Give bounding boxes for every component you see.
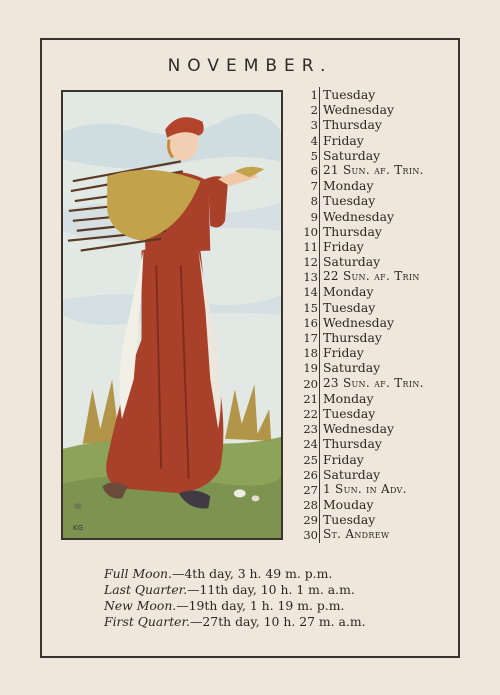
weekday-label: Thursday <box>323 436 382 452</box>
column-rule <box>319 527 320 542</box>
day-row <box>298 117 458 132</box>
day-number: 10 <box>303 224 318 239</box>
woman-with-firewood-illustration <box>63 92 281 538</box>
moon-phase-row <box>104 582 444 598</box>
day-row <box>298 452 458 467</box>
weekday-label: Saturday <box>323 360 381 376</box>
day-number: 24 <box>303 437 318 452</box>
moon-phase-row <box>104 614 444 630</box>
day-row <box>298 376 458 391</box>
weekday-label: Saturday <box>323 147 381 163</box>
column-rule <box>319 315 320 330</box>
column-rule <box>319 452 320 467</box>
day-number: 4 <box>310 133 318 148</box>
weekday-label: Friday <box>323 345 364 361</box>
weekday-label: Friday <box>323 132 364 148</box>
day-number: 14 <box>303 285 318 300</box>
weekday-label: Friday <box>323 451 364 467</box>
day-number: 15 <box>303 300 318 315</box>
day-row <box>298 209 458 224</box>
weekday-label: Thursday <box>323 330 382 345</box>
day-number: 28 <box>303 498 318 513</box>
day-row <box>298 467 458 482</box>
day-row <box>298 254 458 269</box>
column-rule <box>319 269 320 284</box>
day-row <box>298 239 458 254</box>
column-rule <box>319 224 320 239</box>
day-row <box>298 482 458 497</box>
day-row <box>298 391 458 406</box>
column-rule <box>319 436 320 451</box>
column-rule <box>319 209 320 224</box>
column-rule <box>319 406 320 421</box>
column-rule <box>319 87 320 102</box>
day-number: 7 <box>310 179 318 194</box>
column-rule <box>319 102 320 117</box>
weekday-label: Monday <box>323 390 374 406</box>
day-number: 17 <box>303 331 318 345</box>
day-number: 22 <box>303 406 318 421</box>
column-rule <box>319 376 320 391</box>
column-rule <box>319 239 320 254</box>
moon-phase-time: —19th day, 1 h. 19 m. p.m. <box>176 598 345 613</box>
day-number: 25 <box>303 452 318 467</box>
weekday-label: Tuesday <box>323 193 376 209</box>
day-number: 16 <box>303 315 318 330</box>
feast-day-label: 1 Sun. in Adv. <box>323 481 407 496</box>
day-number: 18 <box>303 346 318 361</box>
day-row <box>298 406 458 421</box>
day-number: 27 <box>303 482 318 497</box>
moon-phase-label: New Moon. <box>104 598 177 613</box>
day-number: 26 <box>303 467 318 482</box>
column-rule <box>319 391 320 406</box>
column-rule <box>319 284 320 299</box>
column-rule <box>319 467 320 482</box>
day-row <box>298 224 458 239</box>
column-rule <box>319 178 320 193</box>
moon-phase-label: First Quarter. <box>104 614 191 629</box>
weekday-label: Saturday <box>323 466 381 482</box>
moon-phase-label: Last Quarter. <box>104 582 188 597</box>
weekday-label: Tuesday <box>323 512 376 528</box>
weekday-label: Monday <box>323 178 374 194</box>
feast-day-label: 21 Sun. af. Trin. <box>323 162 424 177</box>
column-rule <box>319 300 320 315</box>
day-number: 1 <box>310 88 318 102</box>
day-row <box>298 178 458 193</box>
weekday-label: Tuesday <box>323 405 376 421</box>
moon-phase-time: —11th day, 10 h. 1 m. a.m. <box>187 582 355 597</box>
column-rule <box>319 163 320 178</box>
weekday-label: Wednesday <box>323 208 394 224</box>
day-row <box>298 315 458 330</box>
weekday-label: Tuesday <box>323 87 376 102</box>
day-row <box>298 330 458 345</box>
weekday-label: Wednesday <box>323 102 394 118</box>
day-row <box>298 148 458 163</box>
day-number: 2 <box>310 103 318 118</box>
day-row <box>298 512 458 527</box>
column-rule <box>319 482 320 497</box>
day-row <box>298 193 458 208</box>
moon-phases <box>104 566 444 630</box>
feast-day-label: 23 Sun. af. Trin. <box>323 375 424 390</box>
day-number: 30 <box>303 528 318 543</box>
column-rule <box>319 360 320 375</box>
day-number: 5 <box>310 148 318 163</box>
weekday-label: Wednesday <box>323 421 394 437</box>
column-rule <box>319 512 320 527</box>
weekday-label: Friday <box>323 238 364 254</box>
weekday-label: Wednesday <box>323 314 394 330</box>
moon-phase-time: —4th day, 3 h. 49 m. p.m. <box>171 566 333 581</box>
weekday-label: Tuesday <box>323 299 376 315</box>
day-row <box>298 87 458 102</box>
column-rule <box>319 345 320 360</box>
column-rule <box>319 497 320 512</box>
column-rule <box>319 421 320 436</box>
moon-phase-row <box>104 566 444 582</box>
day-row <box>298 436 458 451</box>
moon-phase-time: —27th day, 10 h. 27 m. a.m. <box>190 614 366 629</box>
column-rule <box>319 133 320 148</box>
day-number: 13 <box>303 270 318 285</box>
day-number: 6 <box>310 163 318 178</box>
day-row <box>298 421 458 436</box>
day-number: 3 <box>310 118 318 133</box>
day-row <box>298 133 458 148</box>
artist-initials: KG <box>73 524 84 532</box>
column-rule <box>319 117 320 132</box>
month-title: NOVEMBER. <box>167 56 333 76</box>
day-number: 11 <box>303 239 318 254</box>
day-row <box>298 284 458 299</box>
day-row <box>298 527 458 542</box>
moon-phase-row <box>104 598 444 614</box>
moon-phase-label: Full Moon. <box>104 566 172 581</box>
day-number: 29 <box>303 513 318 528</box>
feast-day-label: 22 Sun. af. Trin <box>323 269 420 284</box>
day-row <box>298 163 458 178</box>
column-rule <box>319 254 320 269</box>
day-row <box>298 269 458 284</box>
day-number: 19 <box>303 361 318 376</box>
weekday-label: Mouday <box>323 497 374 513</box>
day-row <box>298 497 458 512</box>
weekday-label: Saturday <box>323 254 381 270</box>
day-row <box>298 345 458 360</box>
day-number: 20 <box>303 376 318 391</box>
column-rule <box>319 193 320 208</box>
feast-day-label: St. Andrew <box>323 527 390 542</box>
column-rule <box>319 148 320 163</box>
day-list <box>298 87 458 543</box>
day-number: 12 <box>303 255 318 270</box>
day-number: 9 <box>310 209 318 224</box>
day-number: 23 <box>303 422 318 437</box>
day-row <box>298 360 458 375</box>
day-number: 8 <box>310 194 318 209</box>
weekday-label: Thursday <box>323 223 382 239</box>
day-row <box>298 102 458 117</box>
day-row <box>298 300 458 315</box>
illustration <box>61 90 283 540</box>
column-rule <box>319 330 320 345</box>
weekday-label: Thursday <box>323 117 382 133</box>
weekday-label: Monday <box>323 284 374 300</box>
day-number: 21 <box>303 391 318 406</box>
